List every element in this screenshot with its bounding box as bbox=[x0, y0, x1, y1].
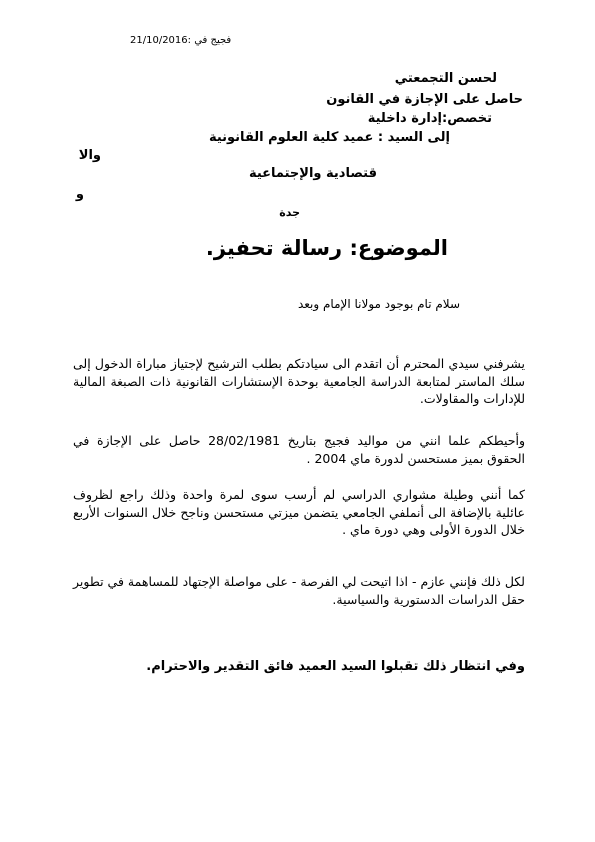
paragraph-3: كما أنني وطيلة مشواري الدراسي لم أرسب سوى لمرة واحدة وذلك راجع لظروف عائلية بالإضافة الى أنملفي الجامعي يتضمن ميزتي مستحسن وناجح خلال السنوات الأربع خلال الدورة الأولى وهي دورة ماي . bbox=[73, 487, 525, 537]
date-line: فجيج في :21/10/2016 bbox=[130, 35, 232, 46]
sender-degree: حاصل على الإجازة في القانون bbox=[326, 92, 523, 107]
closing-line: وفي انتظار ذلك تقبلوا السيد العميد فائق التقدير والاحترام. bbox=[146, 659, 525, 674]
sender-name: لحسن التجمعتي bbox=[394, 71, 497, 86]
greeting: سلام تام بوجود مولانا الإمام وبعد bbox=[297, 297, 460, 311]
subject-line: الموضوع: رسالة تحفيز. bbox=[205, 236, 448, 260]
recipient-line-3: قتصادية والإجتماعية bbox=[248, 166, 377, 181]
recipient-line-2: والا bbox=[78, 148, 101, 163]
recipient-line-1: إلى السيد : عميد كلية العلوم القانونية bbox=[208, 130, 450, 145]
paragraph-2: وأحيطكم علما انني من مواليد فجيج بتاريخ 28/02/1981 حاصل على الإجازة في الحقوق بميز مستحسن لدورة ماي 2004 . bbox=[73, 433, 525, 466]
paragraph-1: يشرفني سيدي المحترم أن اتقدم الى سيادتكم بطلب الترشيح لإجتياز مباراة الدخول إلى سلك الماستر لمتابعة الدراسة الجامعية بوحدة الإستشارات القانونية ذات الصبغة المالية للإدارات والمقاولات. bbox=[73, 356, 525, 406]
recipient-line-5: جدة bbox=[279, 206, 300, 219]
paragraph-4: لكل ذلك فإنني عازم - اذا اتيحت لي الفرصة - على مواصلة الإجتهاد للمساهمة في تطوير حقل الدراسات الدستورية والسياسية. bbox=[73, 574, 525, 607]
recipient-line-4: و bbox=[75, 187, 84, 202]
sender-specialty: تخصص:إدارة داخلية bbox=[367, 111, 492, 126]
